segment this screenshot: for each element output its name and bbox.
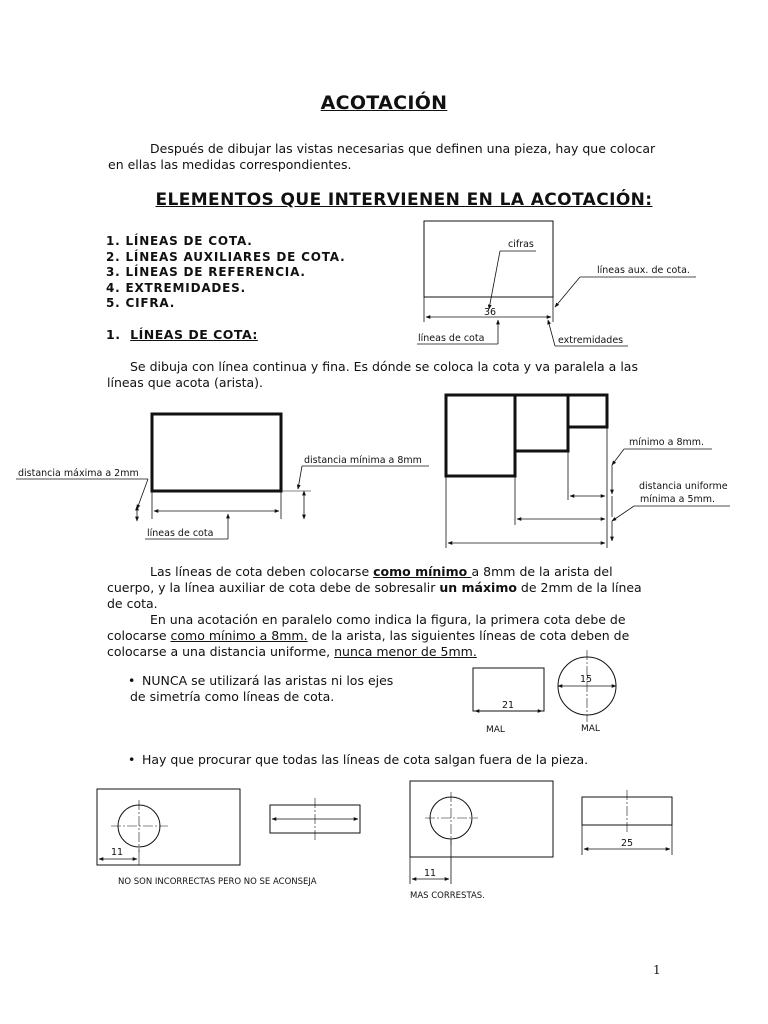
bullet-text: Hay que procurar que todas las líneas de cota salgan fuera de la pieza. (142, 752, 589, 767)
reference-line (489, 251, 500, 309)
text-span: colocarse a una distancia uniforme, (107, 644, 335, 659)
underlined-span: como mínimo a 8mm. (170, 628, 308, 643)
section-1-number: 1. (106, 327, 121, 342)
text-span: cuerpo, y la línea auxiliar de cota debe de sobresalir (107, 580, 440, 595)
label-uniforme-1: distancia uniforme (639, 481, 728, 492)
label-uniforme-2: mínima a 5mm. (640, 494, 716, 505)
label-distancia-maxima: distancia máxima a 2mm (18, 468, 139, 479)
dimension-value: 36 (484, 307, 497, 318)
dimension-value: 25 (621, 838, 634, 849)
elements-heading: ELEMENTOS QUE INTERVIENEN EN LA ACOTACIÓN: (155, 190, 653, 210)
label-lineas-aux: líneas aux. de cota. (597, 265, 690, 276)
figure-distances (16, 414, 429, 539)
caption-mas-correctas: MAS CORRESTAS. (410, 891, 485, 901)
label-cifras: cifras (508, 239, 534, 250)
section-1-text-line-2: líneas que acota (arista). (107, 375, 264, 390)
part-outline (410, 781, 553, 857)
bullet-icon: • (128, 673, 136, 688)
label-mal: MAL (486, 725, 505, 735)
label-extremidades: extremidades (558, 335, 624, 346)
dimension-value: 21 (502, 700, 515, 711)
figure-parallel-dimensions (446, 395, 730, 548)
label-mal: MAL (581, 724, 600, 734)
list-item: 5. CIFRA. (106, 296, 176, 310)
text-span: colocarse (107, 628, 171, 643)
text-line: de cota. (107, 596, 158, 611)
dimension-value: 11 (424, 868, 437, 879)
reference-line (612, 449, 624, 465)
dimension-value: 15 (580, 674, 593, 685)
dimension-value: 11 (111, 847, 124, 858)
list-item: 1. LÍNEAS DE COTA. (106, 234, 253, 248)
text-span: a 8mm de la arista del (471, 564, 613, 579)
bullet-text: NUNCA se utilizará las aristas ni los ejes (142, 673, 394, 688)
reference-line (548, 320, 555, 346)
caption-no-aconseja: NO SON INCORRECTAS PERO NO SE ACONSEJA (118, 877, 317, 887)
intro-line-1: Después de dibujar las vistas necesarias que definen una pieza, hay que colocar (150, 141, 656, 156)
bullet-text: de simetría como líneas de cota. (130, 689, 335, 704)
intro-line-2: en ellas las medidas correspondientes. (108, 157, 352, 172)
list-item: 3. LÍNEAS DE REFERENCIA. (106, 265, 306, 279)
reference-line (555, 277, 580, 307)
figure-external-dimensions (97, 781, 672, 901)
label-lineas-cota: líneas de cota (418, 333, 485, 344)
figure-elements-diagram (417, 221, 696, 346)
list-item: 4. EXTREMIDADES. (106, 280, 246, 295)
reference-line (137, 479, 148, 509)
section-1-label: LÍNEAS DE COTA: (130, 327, 258, 342)
text-span: de 2mm de la línea (516, 580, 642, 595)
part-outline (424, 221, 553, 297)
text-line: En una acotación en paralelo como indica la figura, la primera cota debe de (150, 612, 626, 627)
reference-line (612, 506, 634, 521)
bullet-icon: • (128, 752, 136, 767)
text-span: de la arista, las siguientes líneas de cota deben de (307, 628, 630, 643)
part-outline (446, 395, 607, 476)
reference-line (298, 466, 302, 489)
part-outline (152, 414, 281, 491)
underlined-span: nunca menor de 5mm. (334, 644, 477, 659)
emphasis-max: un máximo (439, 580, 517, 595)
figure-wrong-examples (473, 650, 616, 735)
label-distancia-minima: distancia mínima a 8mm (304, 455, 422, 466)
label-minimo: mínimo a 8mm. (629, 437, 705, 448)
emphasis-min: como mínimo (373, 564, 472, 579)
page-number: 1 (653, 963, 661, 977)
label-lineas-cota: líneas de cota (147, 528, 214, 539)
text-span: Las líneas de cota deben colocarse (150, 564, 374, 579)
list-item: 2. LÍNEAS AUXILIARES DE COTA. (106, 249, 346, 264)
section-1-text-line-1: Se dibuja con línea continua y fina. Es dónde se coloca la cota y va paralela a las (130, 359, 638, 374)
page-title: ACOTACIÓN (320, 92, 448, 114)
